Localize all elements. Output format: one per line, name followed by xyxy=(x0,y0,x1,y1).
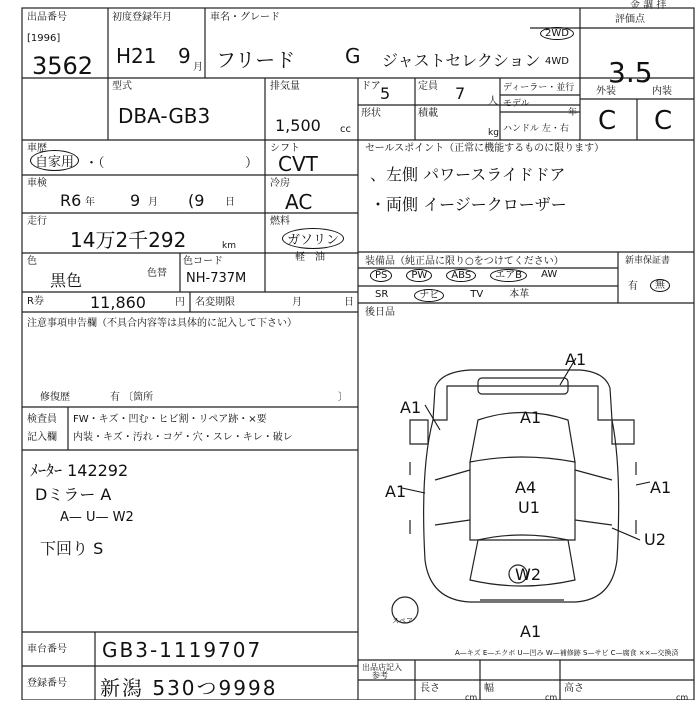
inspector-note-2: Dミラー A xyxy=(35,485,112,504)
manual-yes: 有 xyxy=(628,281,638,292)
repair-label: 修復歴 xyxy=(40,392,70,403)
repair-value: 有 〔箇所 xyxy=(110,392,154,403)
spare-label: スペア xyxy=(392,617,413,625)
manual-no: 無 xyxy=(650,279,670,292)
equip-airbag: エアB xyxy=(490,269,527,282)
equip-sr: SR xyxy=(375,289,389,300)
model-year-label: モデル xyxy=(503,99,530,109)
inspect-month: 9 xyxy=(130,191,141,210)
width-unit: cm xyxy=(545,693,558,702)
type-value: 自家用 xyxy=(30,150,79,171)
length-label: 長さ xyxy=(420,683,440,694)
rename-day: 日 xyxy=(344,297,354,308)
inspector-note-1: ﾒｰﾀｰ 142292 xyxy=(30,461,129,480)
shift: CVT xyxy=(278,152,318,176)
disp-label: 排気量 xyxy=(270,81,300,92)
rename-month: 月 xyxy=(292,297,302,308)
reg-label: 初度登録年月 xyxy=(112,12,172,23)
shift-label: シフト xyxy=(270,143,300,154)
height-label: 高さ xyxy=(564,683,584,694)
mark-a1-right: A1 xyxy=(650,478,672,497)
car-grade: ジャストセレクション xyxy=(382,51,541,70)
mark-a1-hood: A1 xyxy=(520,408,542,427)
mark-u1-roof: U1 xyxy=(518,498,540,517)
reg-era: H21 xyxy=(116,44,157,68)
equip-pw: PW xyxy=(406,269,432,282)
inspector-line-1: FW・キズ・凹む・ヒビ割・リペア跡・×要 xyxy=(73,414,267,425)
color-swap-label: 色替 xyxy=(147,268,167,279)
inspector-note-3: A— U— W2 xyxy=(60,510,134,525)
recycle-unit: 円 xyxy=(175,297,185,308)
fuel: ガソリン xyxy=(282,228,344,249)
rear-label: 後日品 xyxy=(365,307,395,318)
recycle: 11,860 xyxy=(90,293,146,312)
fuel-other: 軽 油 xyxy=(295,252,325,263)
equipment-row-1 xyxy=(370,269,557,282)
fuel-label: 燃料 xyxy=(270,216,290,227)
load-label: 積載 xyxy=(418,108,438,119)
top-right-text: 金 調 拝 xyxy=(630,0,667,11)
car-grade-g: G xyxy=(345,44,361,68)
color-code-label: 色コード xyxy=(183,256,223,267)
recycle-label: R券 xyxy=(27,296,44,307)
inspector-note-4: 下回り S xyxy=(40,539,104,558)
model: DBA-GB3 xyxy=(118,104,211,128)
type-close: ） xyxy=(245,156,259,171)
height-unit: cm xyxy=(676,693,689,702)
mark-u2-right: U2 xyxy=(644,530,666,549)
chassis-label: 車台番号 xyxy=(27,644,67,655)
inspect-era: R6 xyxy=(60,191,82,210)
equipment-label: 装備品（純正品に限り○をつけてください） xyxy=(365,256,564,267)
manual-label: 新車保証書 xyxy=(625,256,671,266)
model-year-unit: 年 xyxy=(568,108,578,118)
ac-label: 冷房 xyxy=(270,178,290,189)
mark-a1-bottom: A1 xyxy=(520,622,542,641)
sales-line-2: ・両側 イージークローザー xyxy=(370,195,567,214)
disp-unit: cc xyxy=(340,124,351,135)
shape-label: 形状 xyxy=(361,108,381,119)
ac: AC xyxy=(285,190,313,214)
inspector-label-1: 検査員 xyxy=(27,414,57,425)
mark-w2-rear: W2 xyxy=(515,565,541,584)
drive-4wd: 4WD xyxy=(545,56,569,67)
cap: 7 xyxy=(455,84,466,103)
chassis: GB3-1119707 xyxy=(102,638,263,662)
equip-abs: ABS xyxy=(446,269,476,282)
equip-navi: ナビ xyxy=(414,289,444,302)
reg-month: 9 xyxy=(178,44,191,68)
length-unit: cm xyxy=(465,693,478,702)
car-label: 車名・グレード xyxy=(210,12,280,23)
car-diagram xyxy=(392,370,636,623)
doors: 5 xyxy=(380,84,391,103)
lot-label: 出品番号 xyxy=(27,12,67,23)
type-label: 車歴 xyxy=(27,143,47,154)
type-rest: ・（ xyxy=(85,156,105,171)
reg-month-unit: 月 xyxy=(193,62,203,73)
mileage: 14万2千292 xyxy=(70,228,187,252)
equip-ps: PS xyxy=(370,269,392,282)
sales-line-1: 、左側 パワースライドドア xyxy=(370,165,566,184)
lot-bracket: [1996] xyxy=(27,33,61,44)
inspect-month-unit: 月 xyxy=(148,197,158,208)
inspect-day: (9 xyxy=(188,191,205,210)
score-label: 評価点 xyxy=(615,14,645,25)
reg-no-value: 新潟 530つ9998 xyxy=(100,676,278,700)
repair-close: 〕 xyxy=(338,392,348,403)
inspector-line-2: 内装・キズ・汚れ・コゲ・穴・スレ・キレ・破レ xyxy=(73,432,293,443)
inspect-label: 車検 xyxy=(27,178,47,189)
inspect-day-unit: 日 xyxy=(225,197,235,208)
int-label: 内装 xyxy=(652,86,672,97)
mileage-unit: km xyxy=(222,241,236,251)
ext-label: 外装 xyxy=(596,86,616,97)
model-label: 型式 xyxy=(112,81,132,92)
inspector-label-2: 記入欄 xyxy=(27,432,57,443)
int-grade: C xyxy=(654,106,673,136)
handle-label: ハンドル 左・右 xyxy=(503,124,569,134)
width-label: 幅 xyxy=(484,683,494,694)
color-code: NH-737M xyxy=(186,271,247,286)
car-name: フリード xyxy=(216,48,296,72)
small-label-2: 参考 xyxy=(372,671,388,680)
reg-no-label: 登録番号 xyxy=(27,678,67,689)
color-label: 色 xyxy=(27,256,37,267)
score: 3.5 xyxy=(608,56,653,89)
mark-a1-top: A1 xyxy=(565,350,587,369)
cap-label: 定員 xyxy=(418,81,438,92)
load-unit: kg xyxy=(488,128,499,138)
equip-leather: 本革 xyxy=(509,289,530,300)
lot-number: 3562 xyxy=(32,52,94,80)
notes-label: 注意事項申告欄（不具合内容等は具体的に記入して下さい） xyxy=(27,318,297,329)
mark-a1-front-left: A1 xyxy=(400,398,422,417)
small-label-1: 出品店記入 xyxy=(362,663,402,672)
sales-label: セールスポイント（正常に機能するものに限ります） xyxy=(365,143,605,154)
equipment-row-2 xyxy=(375,289,529,302)
doors-label: ドア xyxy=(361,81,381,92)
color: 黒色 xyxy=(50,271,83,290)
rename-label: 名変期限 xyxy=(195,297,235,308)
mark-a4-roof: A4 xyxy=(515,478,537,497)
mark-a1-left: A1 xyxy=(385,482,407,501)
ext-grade: C xyxy=(598,106,617,136)
inspect-year-unit: 年 xyxy=(85,197,95,208)
equip-aw: AW xyxy=(541,269,558,280)
cap-unit: 人 xyxy=(488,96,498,107)
disp: 1,500 xyxy=(275,116,321,135)
equip-tv: TV xyxy=(470,289,484,300)
dealer-label: ディーラー・並行 xyxy=(503,83,575,93)
mileage-label: 走行 xyxy=(27,216,47,227)
drive-2wd: 2WD xyxy=(540,27,574,40)
damage-legend: A—キズ E—エクボ U—凹み W—補修跡 S—サビ C—腐食 ××—交換済 xyxy=(455,649,679,657)
